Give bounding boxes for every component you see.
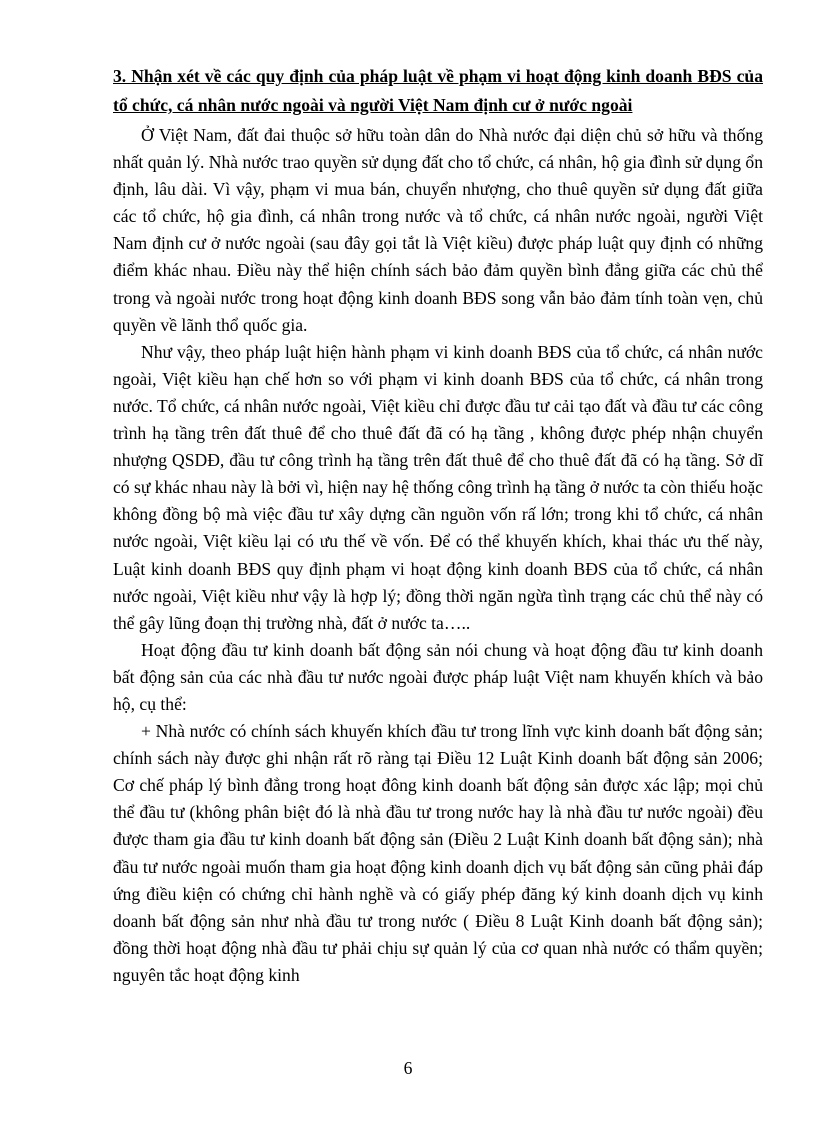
paragraph-3: Hoạt động đầu tư kinh doanh bất động sản nói chung và hoạt động đầu tư kinh doanh bất động sản của các nhà đầu tư nước ngoài được pháp luật Việt nam khuyến khích và bảo hộ, cụ thể:: [113, 639, 763, 714]
page-number: 6: [403, 1058, 413, 1078]
section-heading: 3. Nhận xét về các quy định của pháp luật về phạm vi hoạt động kinh doanh BĐS của tổ chức, cá nhân nước ngoài và người Việt Nam định cư ở nước ngoài: [113, 66, 763, 115]
paragraph-4: + Nhà nước có chính sách khuyến khích đầu tư trong lĩnh vực kinh doanh bất động sản; chính sách này được ghi nhận rất rõ ràng tại Điều 12 Luật Kinh doanh bất động sản 2006; Cơ chế pháp lý bình đẳng trong hoạt đông kinh doanh bất động sản được xác lập; mọi chủ thể đầu tư (không phân biệt đó là nhà đầu tư trong nước hay là nhà đầu tư nước ngoài) đều được tham gia đầu tư kinh doanh bất động sản (Điều 2 Luật Kinh doanh bất động sản); nhà đầu tư nước ngoài muốn tham gia hoạt động kinh doanh dịch vụ bất động sản cũng phải đáp ứng điều kiện có chứng chỉ hành nghề và có giấy phép đăng ký kinh doanh dịch vụ kinh doanh bất động sản như nhà đầu tư trong nước ( Điều 8 Luật Kinh doanh bất động sản); đồng thời hoạt động nhà đầu tư phải chịu sự quản lý của cơ quan nhà nước có thẩm quyền; nguyên tắc hoạt động kinh: [113, 721, 763, 985]
paragraph-2: Như vậy, theo pháp luật hiện hành phạm vi kinh doanh BĐS của tổ chức, cá nhân nước ngoài, Việt kiều hạn chế hơn so với phạm vi kinh doanh BĐS của tổ chức, cá nhân trong nước. Tổ chức, cá nhân nước ngoài, Việt kiều chỉ được đầu tư cải tạo đất và đầu tư các công trình hạ tầng trên đất thuê để cho thuê đất đã có hạ tầng , không được phép nhận chuyển nhượng QSDĐ, đầu tư công trình hạ tầng trên đất thuê để cho thuê đất đã có hạ tầng. Sở dĩ có sự khác nhau này là bởi vì, hiện nay hệ thống công trình hạ tầng ở nước ta còn thiếu hoặc không đồng bộ mà việc đầu tư xây dựng cần nguồn vốn rấ lớn; trong khi tổ chức, cá nhân nước ngoài, Việt kiều lại có ưu thế về vốn. Để có thể khuyến khích, khai thác ưu thế này, Luật kinh doanh BĐS quy định phạm vi hoạt động kinh doanh BĐS của tổ chức, cá nhân nước ngoài, Việt kiều như vậy là hợp lý; đồng thời ngăn ngừa tình trạng các chủ thể này có thể gây lũng đoạn thị trường nhà, đất ở nước ta…..: [113, 341, 763, 633]
paragraph-1: Ở Việt Nam, đất đai thuộc sở hữu toàn dân do Nhà nước đại diện chủ sở hữu và thống nhất quản lý. Nhà nước trao quyền sử dụng đất cho tổ chức, cá nhân, hộ gia đình sử dụng ổn định, lâu dài. Vì vậy, phạm vi mua bán, chuyển nhượng, cho thuê quyền sử dụng đất giữa các tổ chức, hộ gia đình, cá nhân trong nước và tổ chức, cá nhân nước ngoài, người Việt Nam định cư ở nước ngoài (sau đây gọi tắt là Việt kiều) được pháp luật quy định có những điểm khác nhau. Điều này thể hiện chính sách bảo đảm quyền bình đẳng giữa các chủ thể trong và ngoài nước trong hoạt động kinh doanh BĐS song vẫn bảo đảm tính toàn vẹn, chủ quyền về lãnh thổ quốc gia.: [113, 125, 763, 335]
body-text: [113, 122, 763, 989]
